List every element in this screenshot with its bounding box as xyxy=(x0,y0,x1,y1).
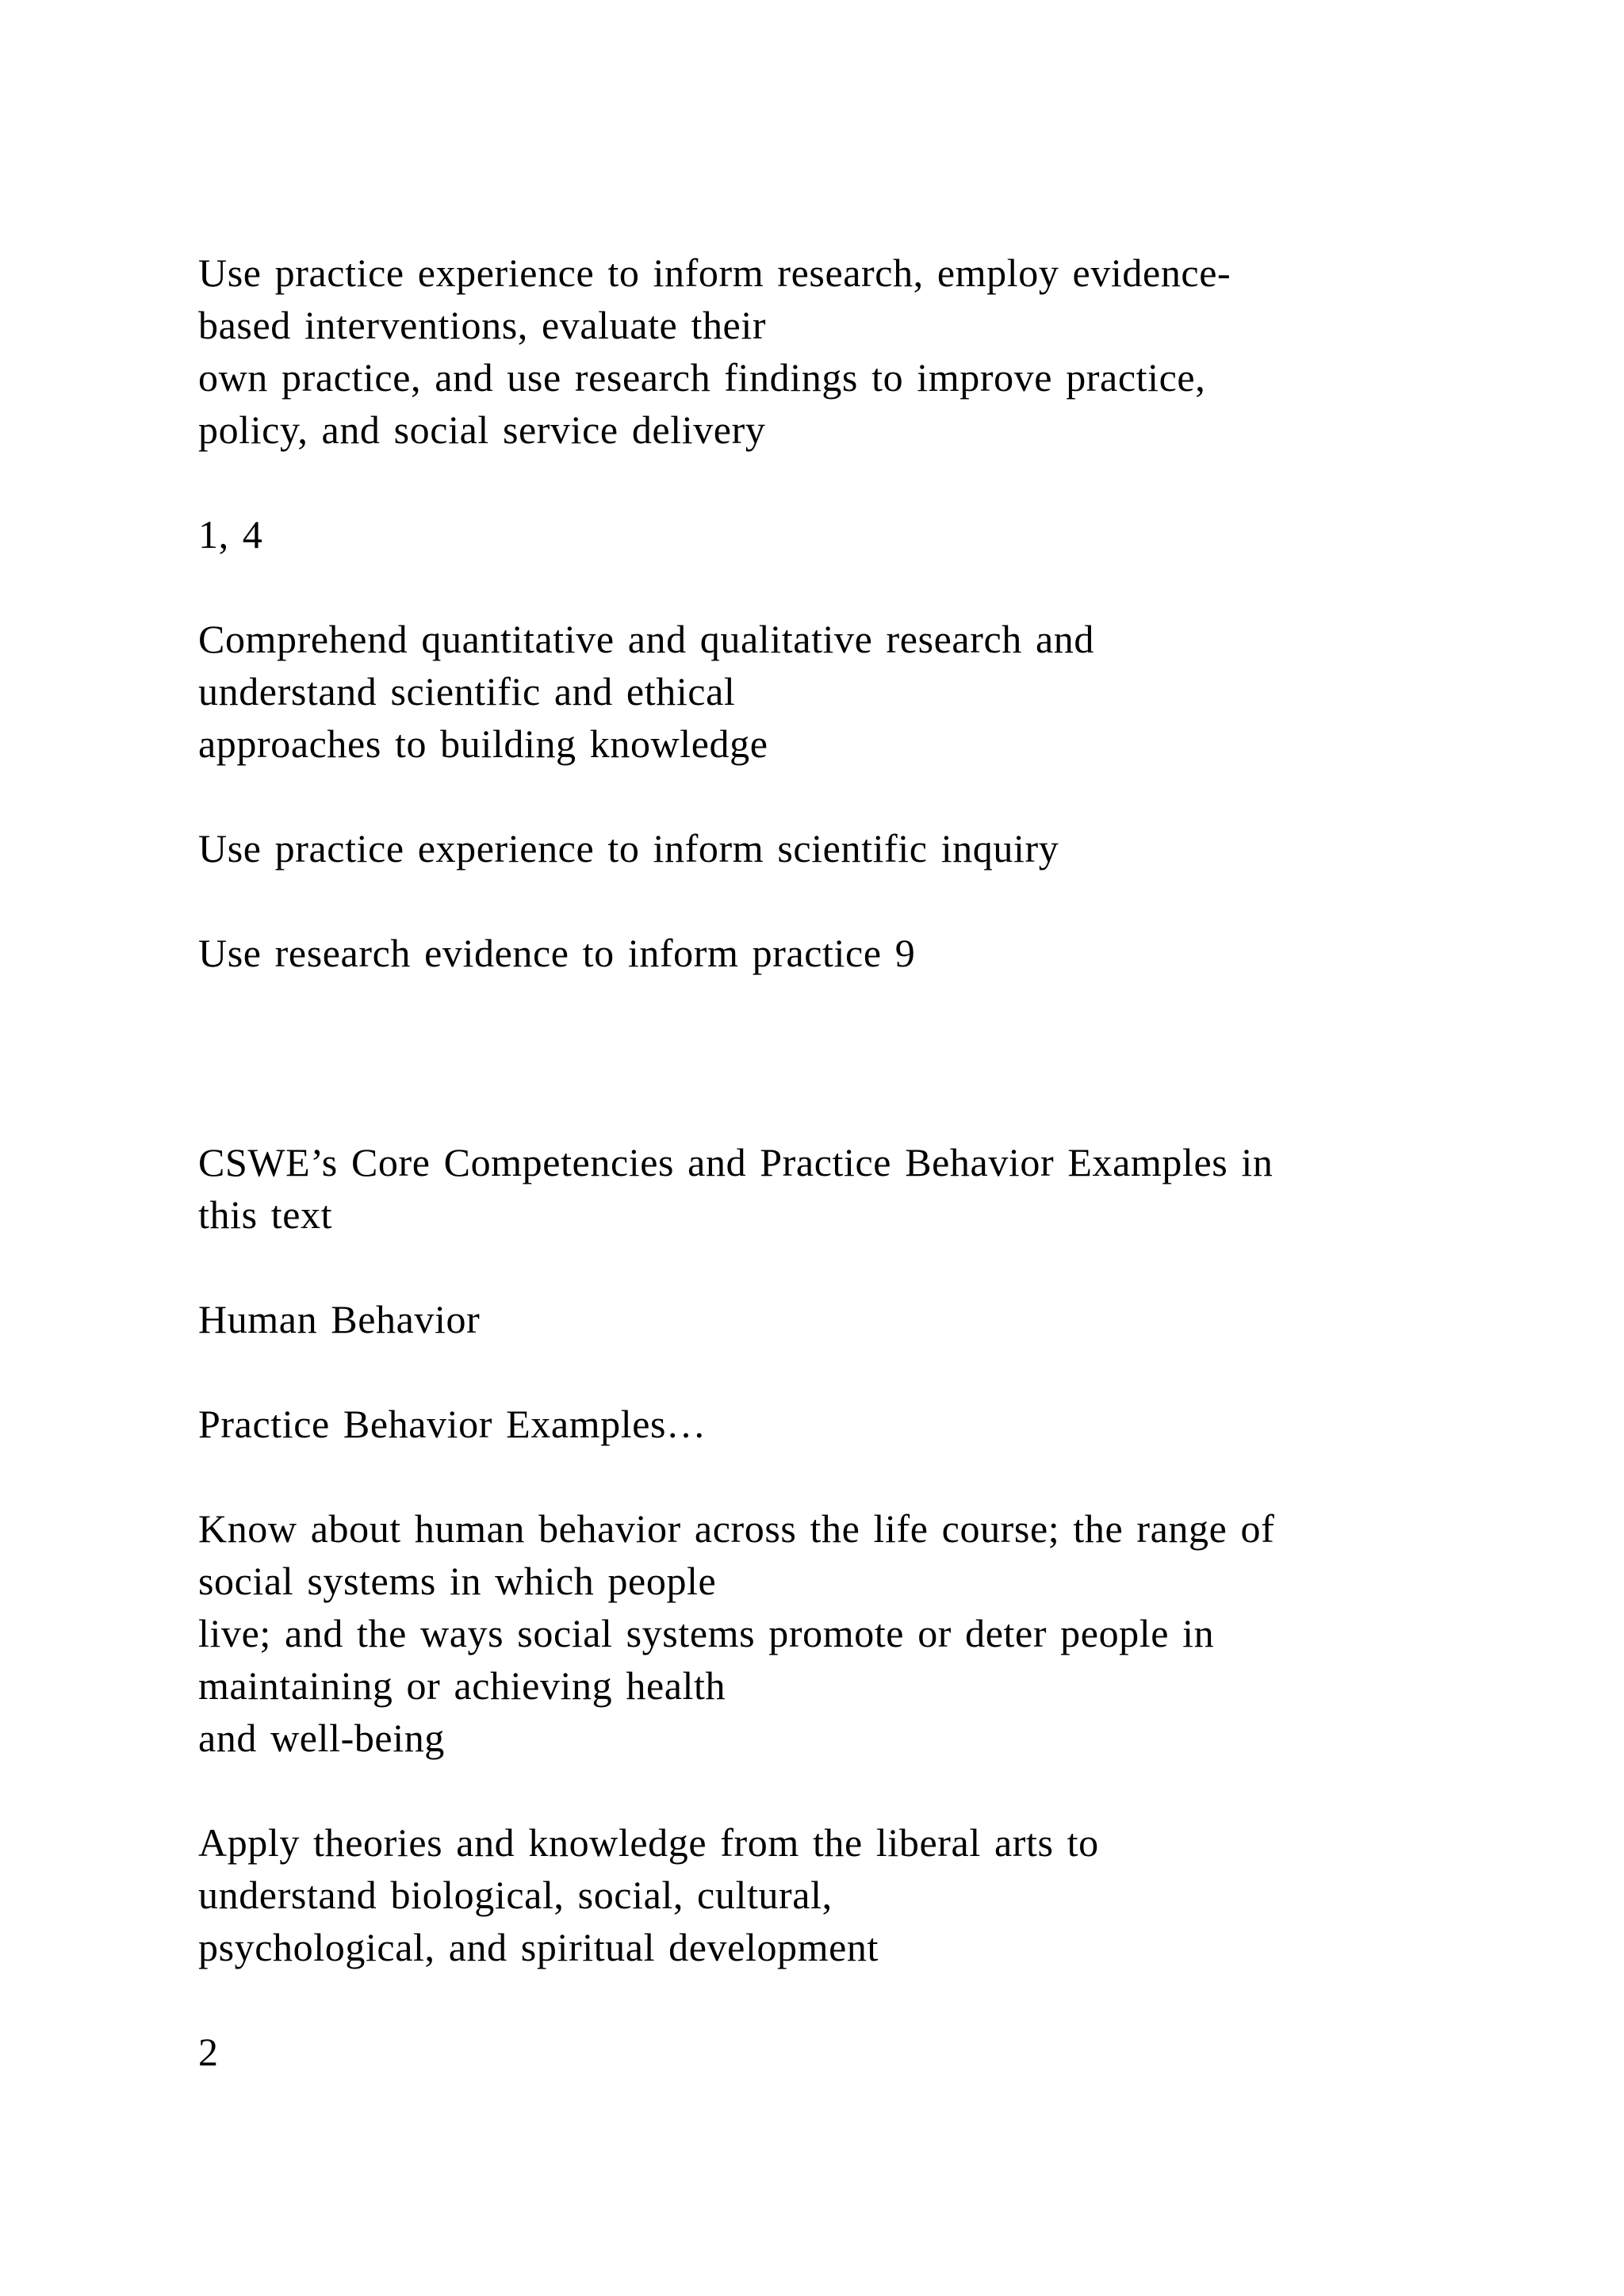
paragraph-line: social systems in which people xyxy=(198,1559,717,1603)
paragraph-line: maintaining or achieving health xyxy=(198,1663,726,1708)
reference-numbers: 1, 4 xyxy=(198,512,263,557)
section-title: CSWE’s Core Competencies and Practice Behavior Examples in xyxy=(198,1140,1274,1184)
paragraph-line: Apply theories and knowledge from the liberal arts to xyxy=(198,1820,1099,1865)
paragraph-line: own practice, and use research findings to improve practice, xyxy=(198,355,1206,400)
paragraph-line: understand biological, social, cultural, xyxy=(198,1873,833,1917)
section-title: this text xyxy=(198,1192,333,1237)
paragraph-line: approaches to building knowledge xyxy=(198,721,768,766)
reference-number: 2 xyxy=(198,2030,219,2074)
paragraph-line: understand scientific and ethical xyxy=(198,669,736,714)
paragraph-line: based interventions, evaluate their xyxy=(198,303,767,347)
paragraph-line: Comprehend quantitative and qualitative research and xyxy=(198,617,1094,661)
paragraph-line: and well-being xyxy=(198,1716,445,1760)
paragraph-line: policy, and social service delivery xyxy=(198,408,766,452)
paragraph-line: Use practice experience to inform scientific inquiry xyxy=(198,826,1059,871)
section-heading: Human Behavior xyxy=(198,1297,481,1341)
paragraph-line: Use practice experience to inform research, employ evidence- xyxy=(198,251,1231,295)
paragraph-line: psychological, and spiritual development xyxy=(198,1925,879,1969)
paragraph-line: Use research evidence to inform practice 9 xyxy=(198,931,916,975)
subheading: Practice Behavior Examples… xyxy=(198,1402,707,1446)
paragraph-line: Know about human behavior across the life course; the range of xyxy=(198,1506,1275,1551)
paragraph-line: live; and the ways social systems promote or deter people in xyxy=(198,1611,1215,1655)
